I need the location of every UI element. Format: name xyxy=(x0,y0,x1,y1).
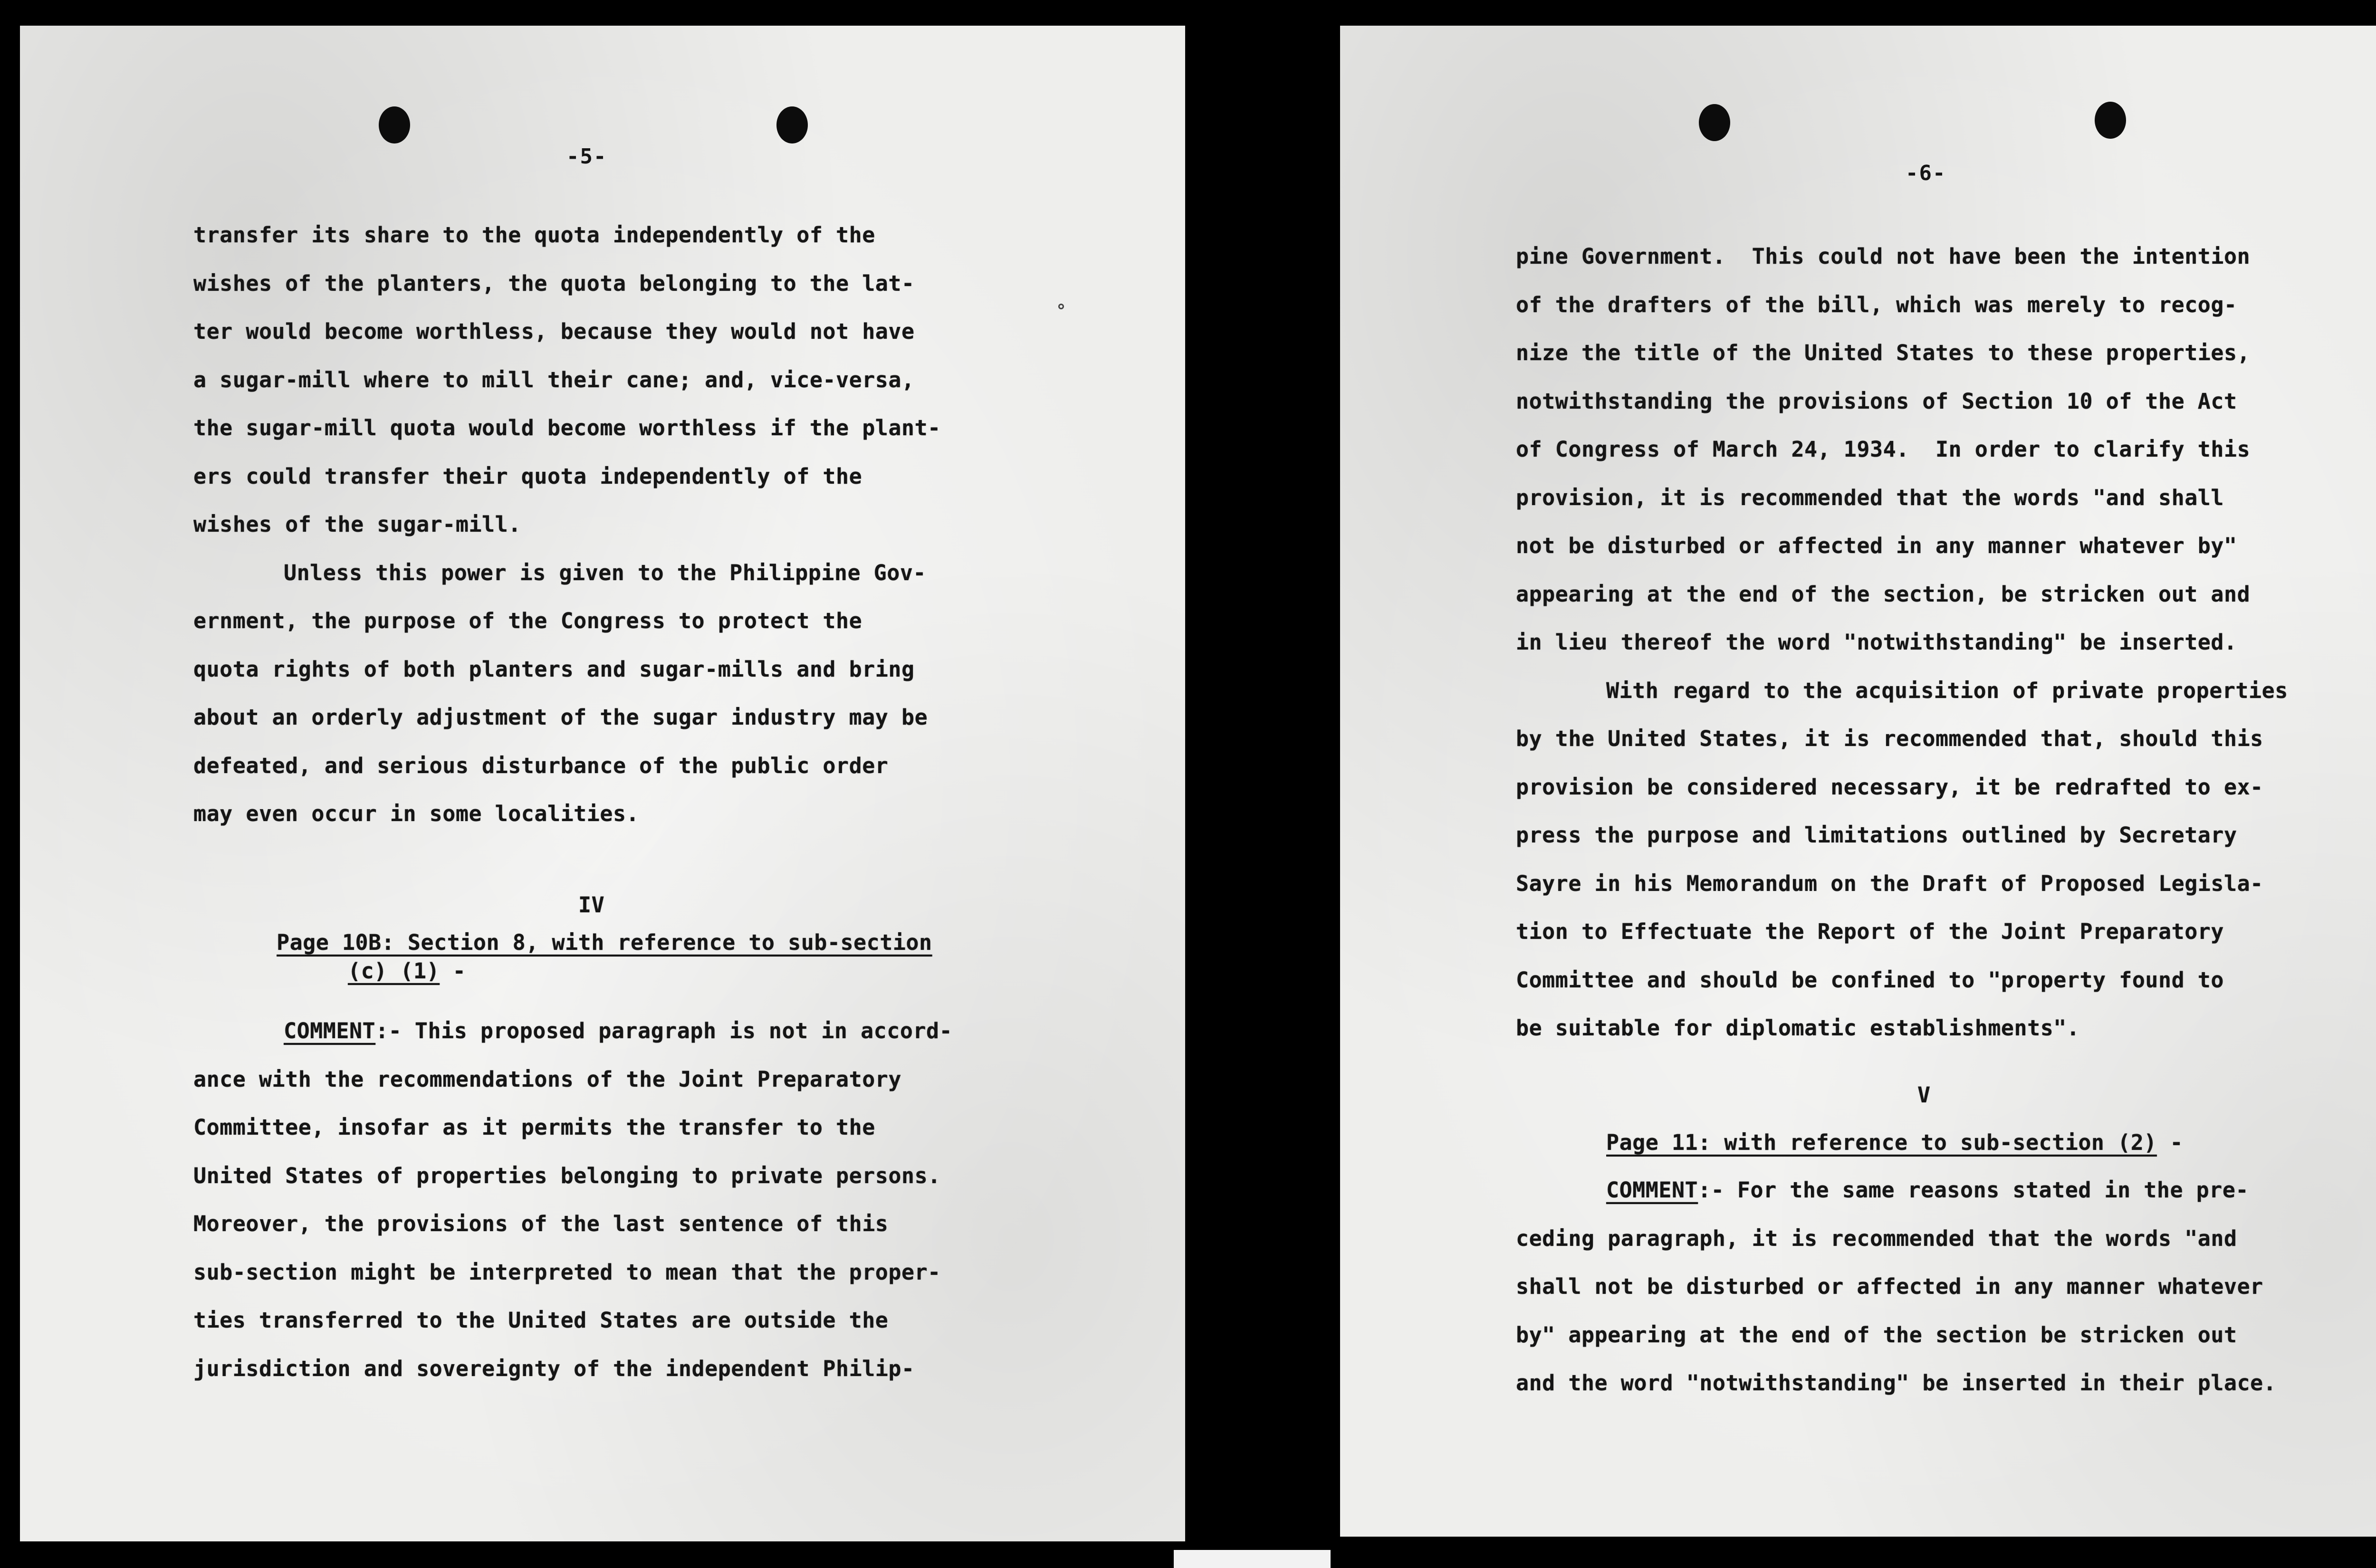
body-text xyxy=(1516,232,2376,1052)
text-line: in lieu thereof the word "notwithstanding" be inserted. xyxy=(1516,630,2237,655)
text-line: Committee and should be confined to "property found to xyxy=(1516,967,2224,993)
section-numeral-text: IV xyxy=(578,892,605,918)
text-line: ernment, the purpose of the Congress to protect the xyxy=(193,608,862,633)
comment-first-line xyxy=(1516,1166,2376,1214)
page-number: -6- xyxy=(1906,161,1946,185)
text-line: and the word "notwithstanding" be inserted in their place. xyxy=(1516,1370,2277,1396)
text-line: notwithstanding the provisions of Section 10 of the Act xyxy=(1516,388,2237,414)
section-numeral xyxy=(578,881,604,929)
text-line: ance with the recommendations of the Joint Preparatory xyxy=(193,1066,901,1092)
heading-dash: - xyxy=(2170,1130,2184,1155)
text-line: by the United States, it is recommended that, should this xyxy=(1516,726,2263,751)
text-line: Unless this power is given to the Philippine Gov- xyxy=(284,560,927,585)
text-line: Committee, insofar as it permits the transfer to the xyxy=(193,1115,875,1140)
text-line: nize the title of the United States to these properties, xyxy=(1516,340,2251,365)
right-page xyxy=(1340,26,2376,1537)
punch-hole xyxy=(2095,102,2126,139)
text-line: appearing at the end of the section, be stricken out and xyxy=(1516,581,2251,607)
text-line: quota rights of both planters and sugar-mills and bring xyxy=(193,656,915,682)
text-line: be suitable for diplomatic establishments". xyxy=(1516,1015,2080,1041)
text-line: a sugar-mill where to mill their cane; and, vice-versa, xyxy=(193,367,915,392)
text-line: ers could transfer their quota independently of the xyxy=(193,463,862,489)
text-line: jurisdiction and sovereignty of the independent Philip- xyxy=(193,1356,915,1381)
text-line: by" appearing at the end of the section be stricken out xyxy=(1516,1322,2237,1348)
comment-block xyxy=(1516,1166,2376,1407)
comment-first-line xyxy=(193,1007,1063,1055)
text-line: of Congress of March 24, 1934. In order to clarify this xyxy=(1516,437,2251,462)
text-line: defeated, and serious disturbance of the public order xyxy=(193,753,889,778)
page-number: -5- xyxy=(566,144,607,169)
heading-dash: - xyxy=(452,958,466,984)
text-line: pine Government. This could not have been the intention xyxy=(1516,244,2251,269)
punch-hole xyxy=(1699,104,1730,141)
text-line: wishes of the sugar-mill. xyxy=(193,512,521,537)
section-heading xyxy=(1606,1119,2376,1167)
text-line: provision be considered necessary, it be redrafted to ex- xyxy=(1516,774,2263,800)
section-numeral xyxy=(1917,1071,1931,1119)
text-line: of the drafters of the bill, which was merely to recog- xyxy=(1516,292,2237,317)
text-line: Sayre in his Memorandum on the Draft of Proposed Legisla- xyxy=(1516,870,2263,896)
comment-block xyxy=(193,1007,1063,1393)
heading-subsection: (c) (1) xyxy=(348,958,440,984)
text-line: not be disturbed or affected in any manner whatever by" xyxy=(1516,533,2237,558)
heading-line: Page 10B: Section 8, with reference to sub-section xyxy=(277,930,932,955)
text-line: tion to Effectuate the Report of the Joint Preparatory xyxy=(1516,919,2224,944)
text-line: ter would become worthless, because they would not have xyxy=(193,319,915,344)
text-line: wishes of the planters, the quota belonging to the lat- xyxy=(193,270,915,296)
text-line: Moreover, the provisions of the last sentence of this xyxy=(193,1211,889,1236)
section-heading xyxy=(277,928,1084,985)
text-line: sub-section might be interpreted to mean that the proper- xyxy=(193,1259,941,1285)
text-line: press the purpose and limitations outlined by Secretary xyxy=(1516,822,2237,848)
comment-label: COMMENT xyxy=(1606,1177,1698,1203)
text-line: United States of properties belonging to private persons. xyxy=(193,1163,941,1188)
text-line: ties transferred to the United States are outside the xyxy=(193,1308,889,1333)
text-line: the sugar-mill quota would become worthless if the plant- xyxy=(193,415,941,440)
text-line: provision, it is recommended that the words "and shall xyxy=(1516,485,2224,510)
text-line: may even occur in some localities. xyxy=(193,801,640,826)
text-line: transfer its share to the quota independently of the xyxy=(193,222,875,248)
heading-line xyxy=(277,957,1084,985)
text-line: ceding paragraph, it is recommended that the words "and xyxy=(1516,1225,2237,1251)
body-text xyxy=(193,211,1063,838)
heading-line xyxy=(1606,1119,2376,1167)
section-numeral-text: V xyxy=(1917,1082,1931,1108)
text-line: With regard to the acquisition of private properties xyxy=(1606,678,2288,703)
comment-label: COMMENT xyxy=(284,1018,376,1043)
heading-text: Page 11: with reference to sub-section (2) xyxy=(1606,1130,2157,1155)
punch-hole xyxy=(379,106,410,143)
text-line: about an orderly adjustment of the sugar industry may be xyxy=(193,705,928,730)
comment-text: :- For the same reasons stated in the pre- xyxy=(1698,1177,2249,1203)
left-page xyxy=(20,26,1185,1541)
comment-text: :- This proposed paragraph is not in accord- xyxy=(375,1018,953,1043)
film-label-strip xyxy=(1174,1550,1331,1568)
text-line: shall not be disturbed or affected in any manner whatever xyxy=(1516,1274,2263,1299)
punch-hole xyxy=(776,106,808,143)
